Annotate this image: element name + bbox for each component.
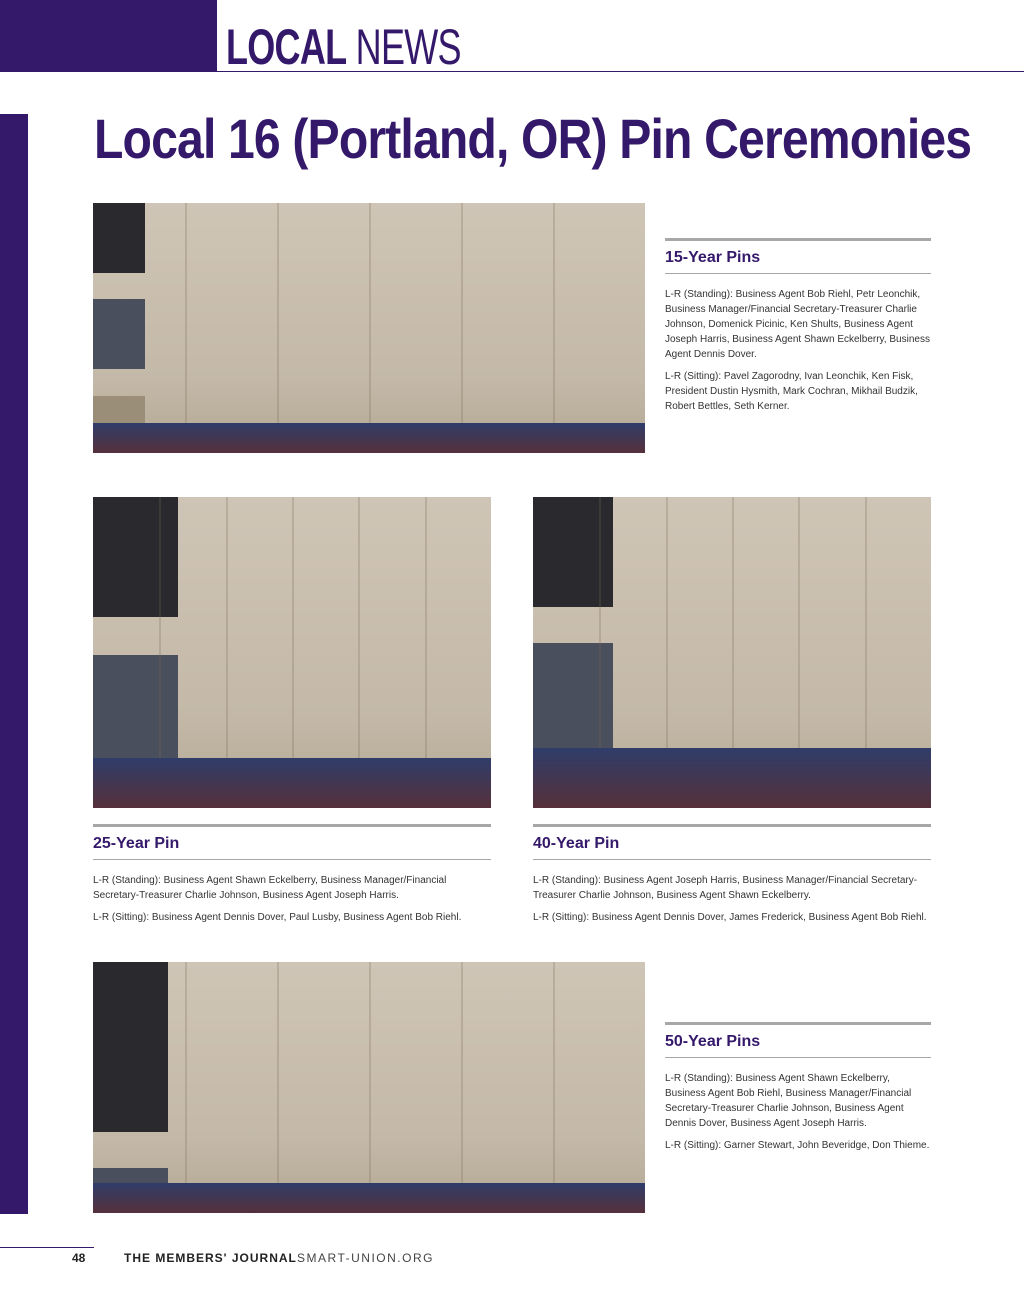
- caption-divider: [665, 1057, 931, 1058]
- caption-sitting: L-R (Sitting): Business Agent Dennis Dover, Paul Lusby, Business Agent Bob Riehl.: [93, 912, 462, 923]
- wall-panel-line: [185, 203, 187, 453]
- caption-sitting: L-R (Sitting): Business Agent Dennis Dover, James Frederick, Business Agent Bob Riehl.: [533, 912, 927, 923]
- person-body: [93, 299, 145, 369]
- wall-panel-line: [461, 962, 463, 1213]
- caption-divider: [665, 273, 931, 274]
- caption-15-year: [665, 238, 931, 421]
- page-title: Local 16 (Portland, OR) Pin Ceremonies: [94, 107, 972, 170]
- floor: [93, 1183, 645, 1213]
- photo-50-year-group: [93, 962, 645, 1213]
- left-accent-bar: [0, 114, 28, 1214]
- caption-title: 40-Year Pin: [533, 835, 620, 852]
- caption-rule: [533, 824, 931, 827]
- caption-title: 25-Year Pin: [93, 835, 180, 852]
- floor: [93, 423, 645, 453]
- caption-rule: [93, 824, 491, 827]
- person-body: [93, 962, 168, 1132]
- person-head: [93, 369, 115, 395]
- footer-url: SMART-UNION.ORG: [297, 1251, 434, 1265]
- photo-15-year-group: [93, 203, 645, 453]
- caption-standing: L-R (Standing): Business Agent Shawn Eckelberry, Business Manager/Financial Secretary-Treasurer Charlie Johnson, Business Agent Joseph Harris.: [93, 875, 447, 901]
- caption-50-year: [665, 1022, 931, 1160]
- floor: [533, 748, 931, 808]
- caption-divider: [93, 859, 491, 860]
- caption-rule: [665, 1022, 931, 1025]
- person-head: [533, 607, 563, 643]
- header-accent-block: [0, 0, 217, 72]
- wall-panel-line: [185, 962, 187, 1213]
- caption-standing: L-R (Standing): Business Agent Bob Riehl, Petr Leonchik, Business Manager/Financial Secretary-Treasurer Charlie Johnson, Domenick Picinic, Ken Shults, Business Agent Joseph Harris, Business Agent Shawn Eckelberry, Business Agent Dennis Dover.: [665, 289, 930, 360]
- photo-40-year-group: [533, 497, 931, 808]
- floor: [93, 758, 491, 808]
- person-body: [93, 497, 178, 617]
- person-body: [533, 643, 613, 753]
- person-head: [93, 1132, 123, 1168]
- wall-panel-line: [553, 962, 555, 1213]
- caption-25-year: [93, 824, 491, 932]
- caption-rule: [665, 238, 931, 241]
- section-title-bold: LOCAL: [226, 19, 347, 75]
- caption-title: 15-Year Pins: [665, 249, 761, 266]
- caption-standing: L-R (Standing): Business Agent Shawn Eckelberry, Business Agent Bob Riehl, Business Manager/Financial Secretary-Treasurer Charlie Johnson, Business Agent Dennis Dover, Business Agent Joseph Harris.: [665, 1073, 912, 1129]
- caption-divider: [533, 859, 931, 860]
- journal-name: THE MEMBERS' JOURNAL: [124, 1251, 297, 1265]
- wall-panel-line: [461, 203, 463, 453]
- wall-panel-line: [553, 203, 555, 453]
- wall-panel-line: [369, 203, 371, 453]
- section-title: [226, 19, 461, 75]
- caption-sitting: L-R (Sitting): Garner Stewart, John Beveridge, Don Thieme.: [665, 1140, 930, 1151]
- caption-standing: L-R (Standing): Business Agent Joseph Harris, Business Manager/Financial Secretary-Treasurer Charlie Johnson, Business Agent Shawn Eckelberry.: [533, 875, 918, 901]
- photo-25-year-group: [93, 497, 491, 808]
- person-head: [93, 617, 125, 655]
- wall-panel-line: [369, 962, 371, 1213]
- person-body: [93, 203, 145, 273]
- caption-title: 50-Year Pins: [665, 1033, 761, 1050]
- wall-panel-line: [277, 962, 279, 1213]
- person-head: [93, 273, 115, 299]
- section-title-light: NEWS: [355, 19, 461, 75]
- caption-40-year: [533, 824, 931, 932]
- wall-panel-line: [277, 203, 279, 453]
- person-body: [533, 497, 613, 607]
- caption-sitting: L-R (Sitting): Pavel Zagorodny, Ivan Leonchik, Ken Fisk, President Dustin Hysmith, Mark Cochran, Mikhail Budzik, Robert Bettles, Seth Kerner.: [665, 371, 918, 412]
- page-number: 48: [72, 1251, 86, 1265]
- footer-rule: [0, 1247, 94, 1248]
